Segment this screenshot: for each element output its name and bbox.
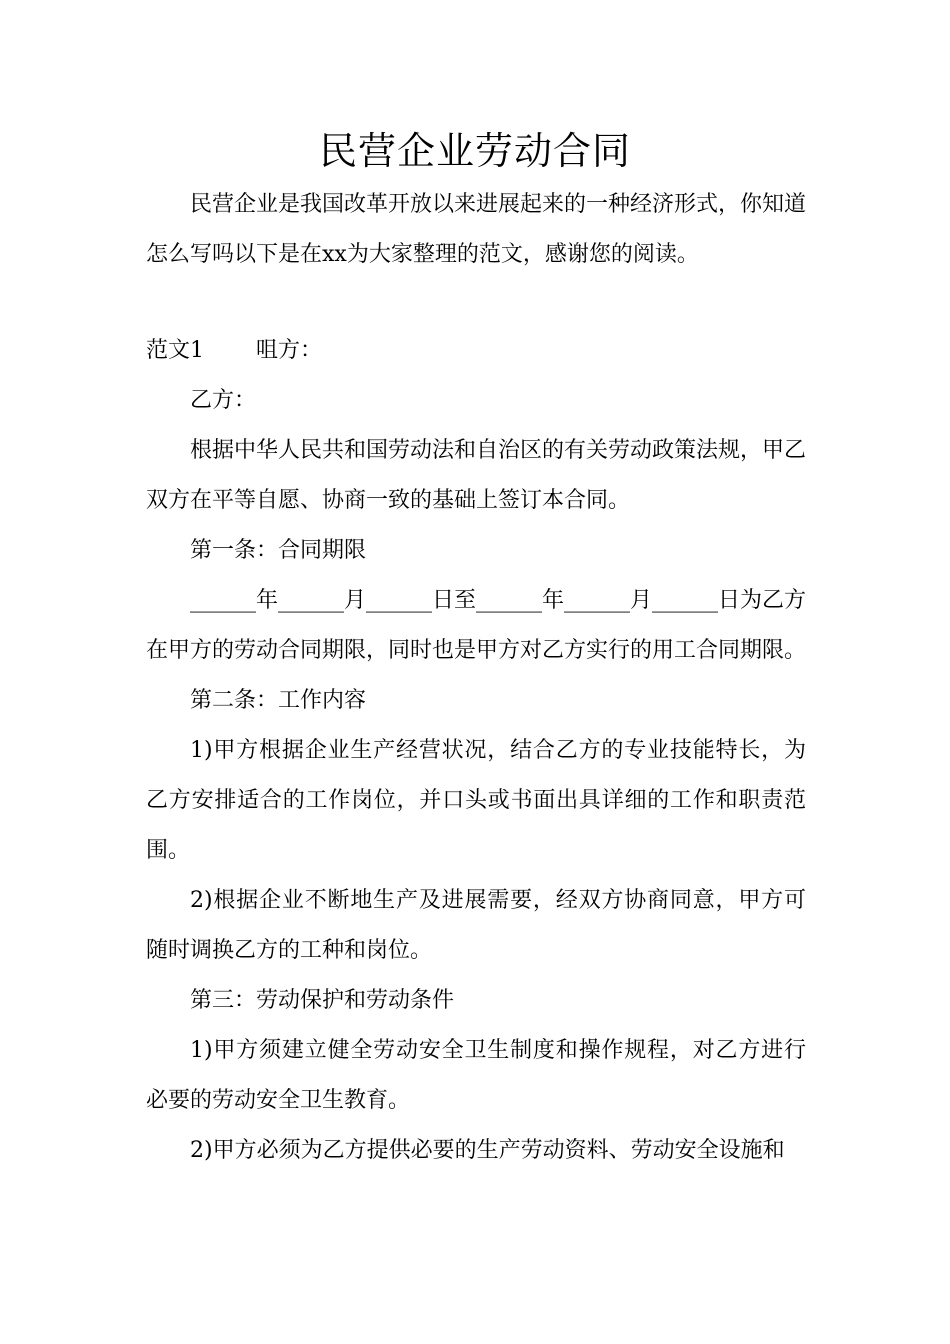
document-title: 民营企业劳动合同: [318, 129, 631, 173]
article3-item2: 2)甲方必须为乙方提供必要的生产劳动资料、劳动安全设施和: [190, 1138, 785, 1163]
sample-heading-line: [146, 326, 806, 376]
party-a-label: 咀方：: [256, 338, 323, 363]
article2-item2: 2)根据企业不断地生产及进展需要，经双方协商同意，甲方可随时调换乙方的工种和岗位。: [146, 888, 806, 963]
article3-title: 第三：劳动保护和劳动条件: [190, 988, 455, 1013]
preamble-paragraph: 根据中华人民共和国劳动法和自治区的有关劳动政策法规，甲乙双方在平等自愿、协商一致的基础上签订本合同。: [146, 438, 807, 513]
intro-paragraph: 民营企业是我国改革开放以来进展起来的一种经济形式，你知道怎么写吗以下是在xx为大家整理的范文，感谢您的阅读。: [146, 192, 807, 267]
article1-text: ______年______月______日至______年______月______日为乙方在甲方的劳动合同期限，同时也是甲方对乙方实行的用工合同期限。: [146, 588, 807, 663]
spacer: [146, 280, 806, 326]
article2-title: 第二条：工作内容: [190, 688, 367, 713]
article2-item1: 1)甲方根据企业生产经营状况，结合乙方的专业技能特长，为乙方安排适合的工作岗位，并口头或书面出具详细的工作和职责范围。: [146, 738, 806, 863]
sample-label: 范文1: [146, 338, 204, 363]
article1-title: 第一条：合同期限: [190, 538, 367, 563]
document-body: [146, 180, 806, 1176]
party-b-label: 乙方：: [190, 388, 257, 413]
article3-item1: 1)甲方须建立健全劳动安全卫生制度和操作规程，对乙方进行必要的劳动安全卫生教育。: [146, 1038, 806, 1113]
